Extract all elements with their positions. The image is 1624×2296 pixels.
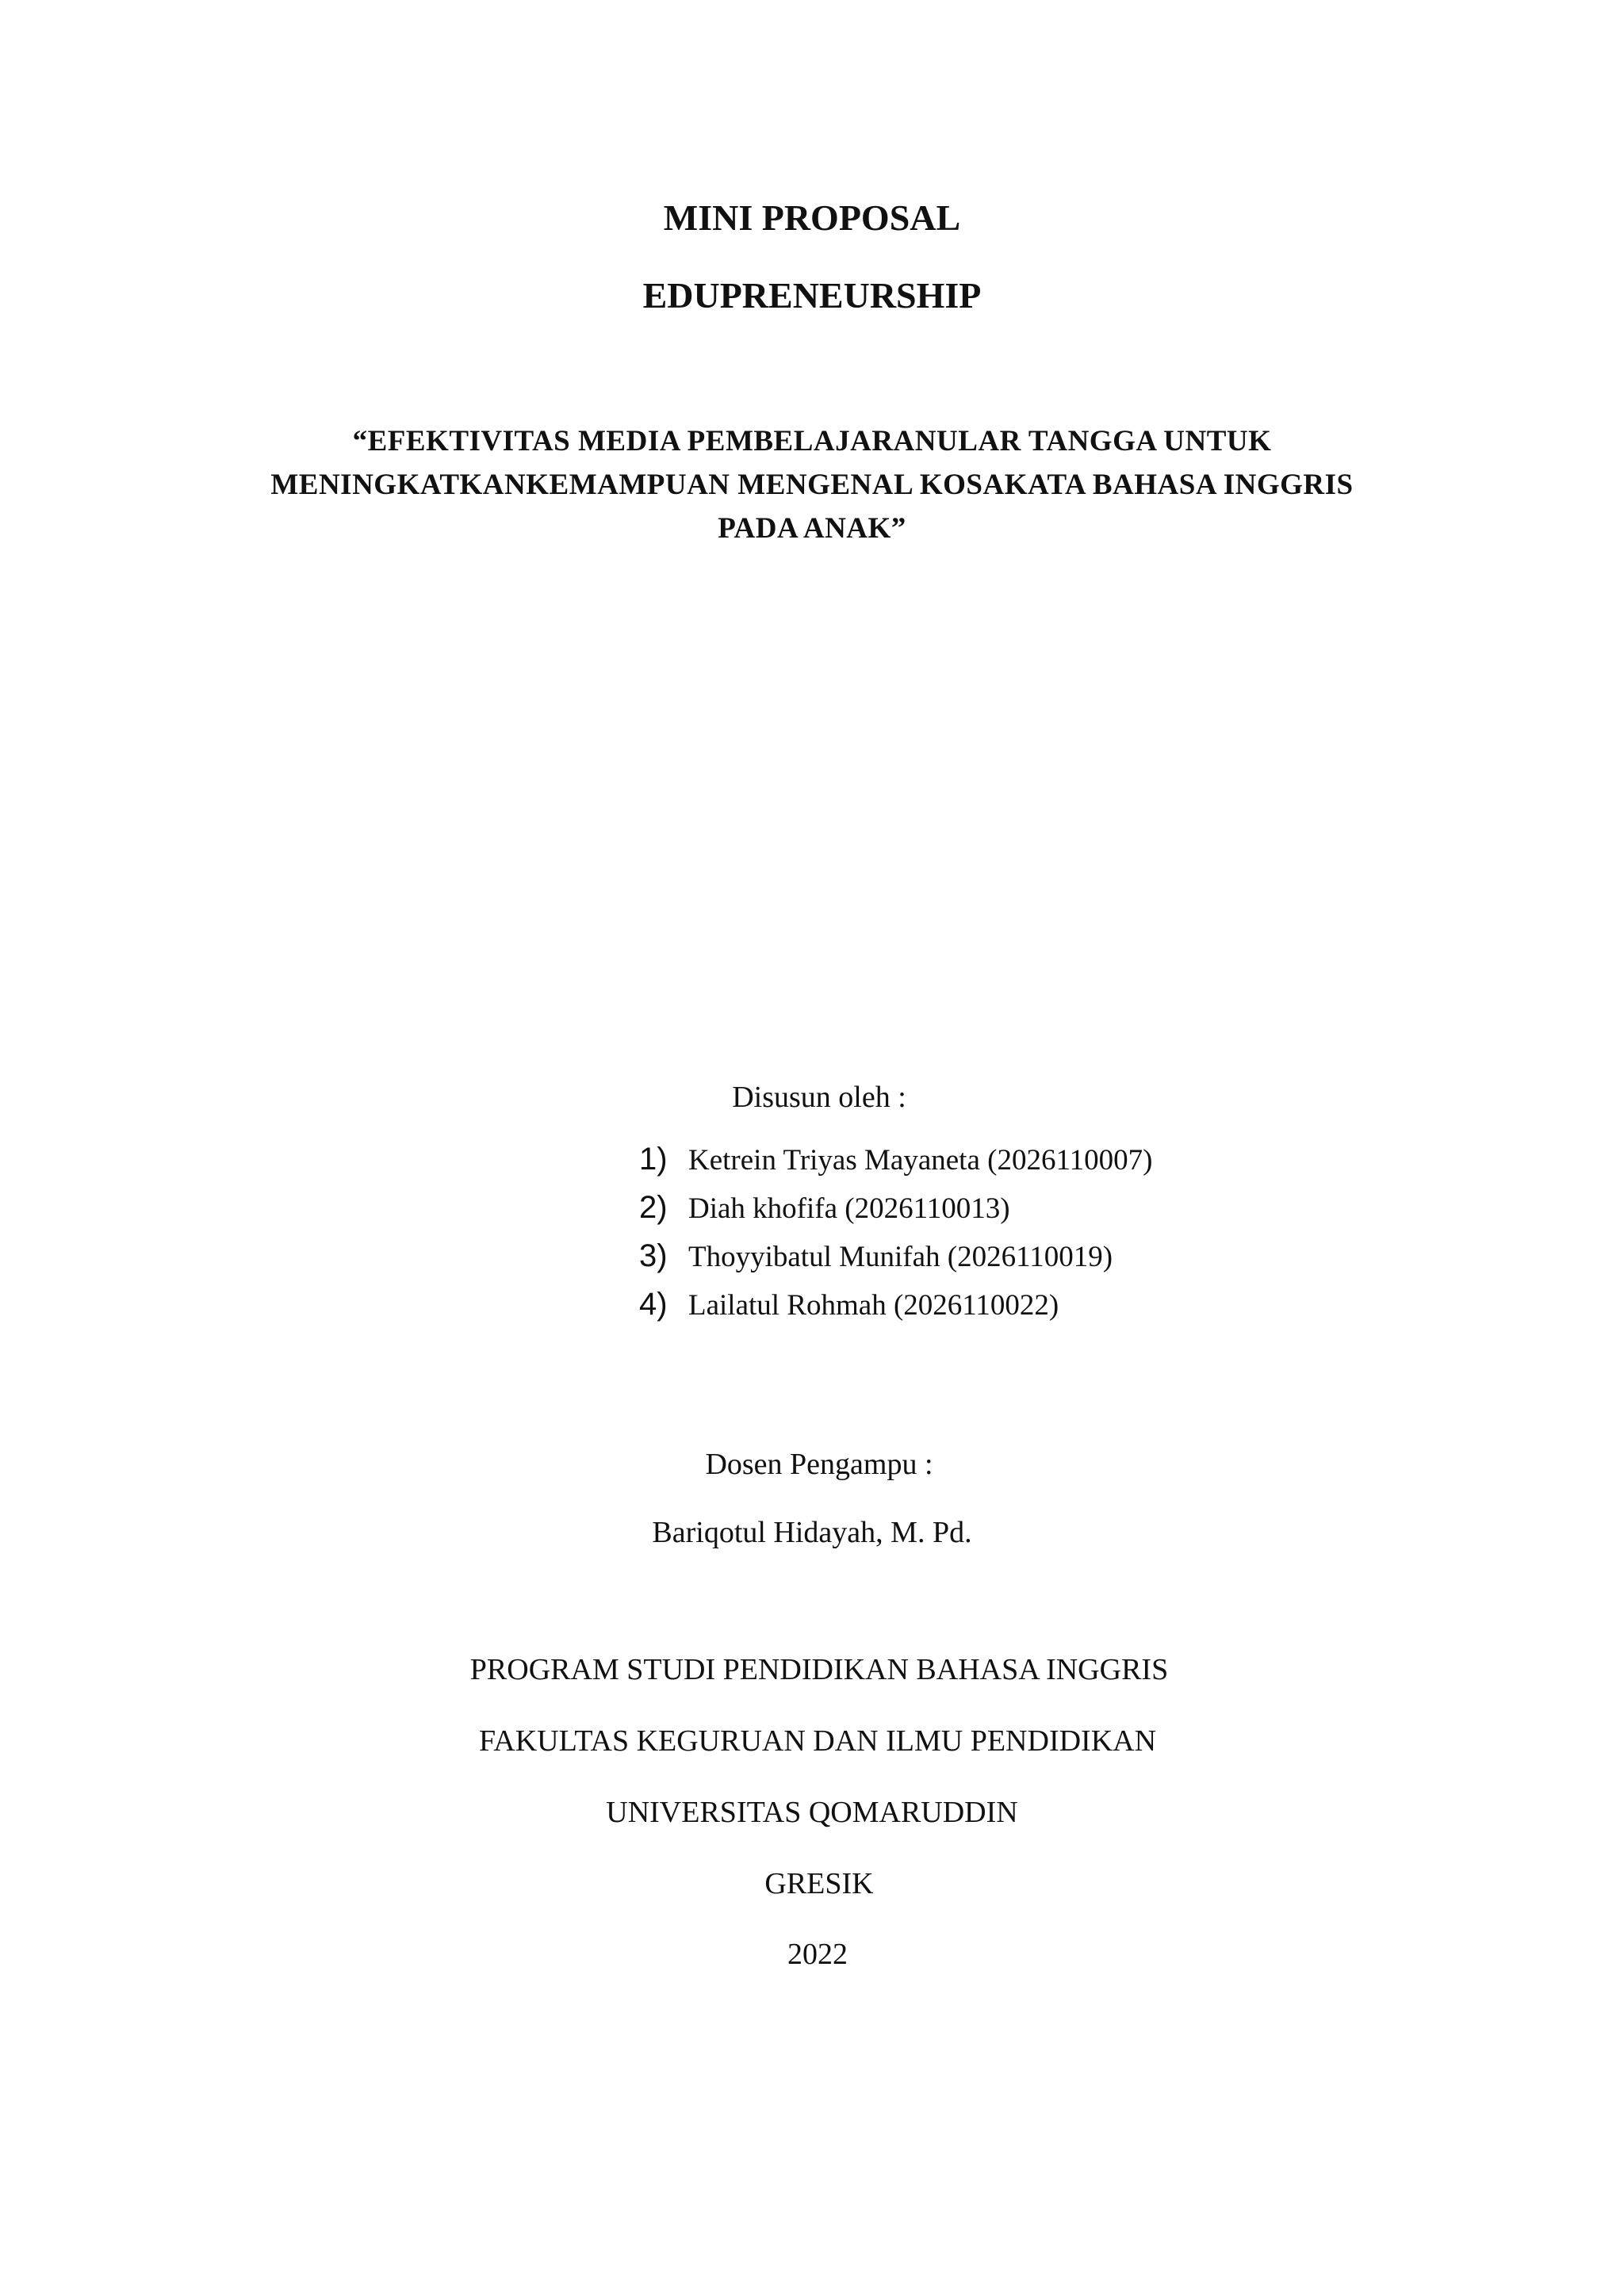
year: 2022 [787,1938,848,1971]
author-name: Thoyyibatul Munifah (2026110019) [688,1241,1113,1273]
authors-label: Disusun oleh : [732,1081,906,1114]
author-name: Ketrein Triyas Mayaneta (2026110007) [688,1144,1153,1177]
author-list [639,1142,1152,1335]
university-name: UNIVERSITAS QOMARUDDIN [606,1796,1018,1829]
lecturer-name: Bariqotul Hidayah, M. Pd. [652,1516,972,1549]
author-number: 4) [639,1287,668,1322]
heading-mini-proposal: MINI PROPOSAL [663,197,961,238]
study-program: PROGRAM STUDI PENDIDIKAN BAHASA INGGRIS [469,1653,1169,1686]
author-name: Diah khofifa (2026110013) [688,1192,1010,1225]
author-name: Lailatul Rohmah (2026110022) [688,1289,1059,1322]
author-item [639,1238,1152,1287]
city-name: GRESIK [764,1867,874,1900]
title-line-2: MENINGKATKANKEMAMPUAN MENGENAL KOSAKATA BAHASA INGGRIS [270,469,1354,501]
author-number: 1) [639,1142,668,1177]
heading-edupreneurship: EDUPRENEURSHIP [642,275,982,316]
author-item [639,1142,1152,1190]
author-item [639,1190,1152,1238]
author-item [639,1287,1152,1335]
title-line-1: “EFEKTIVITAS MEDIA PEMBELAJARANULAR TANGGA UNTUK [352,425,1272,457]
title-line-3: PADA ANAK” [718,512,906,545]
author-number: 3) [639,1238,668,1273]
faculty-name: FAKULTAS KEGURUAN DAN ILMU PENDIDIKAN [478,1724,1157,1758]
lecturer-label: Dosen Pengampu : [705,1448,933,1481]
author-number: 2) [639,1190,668,1225]
